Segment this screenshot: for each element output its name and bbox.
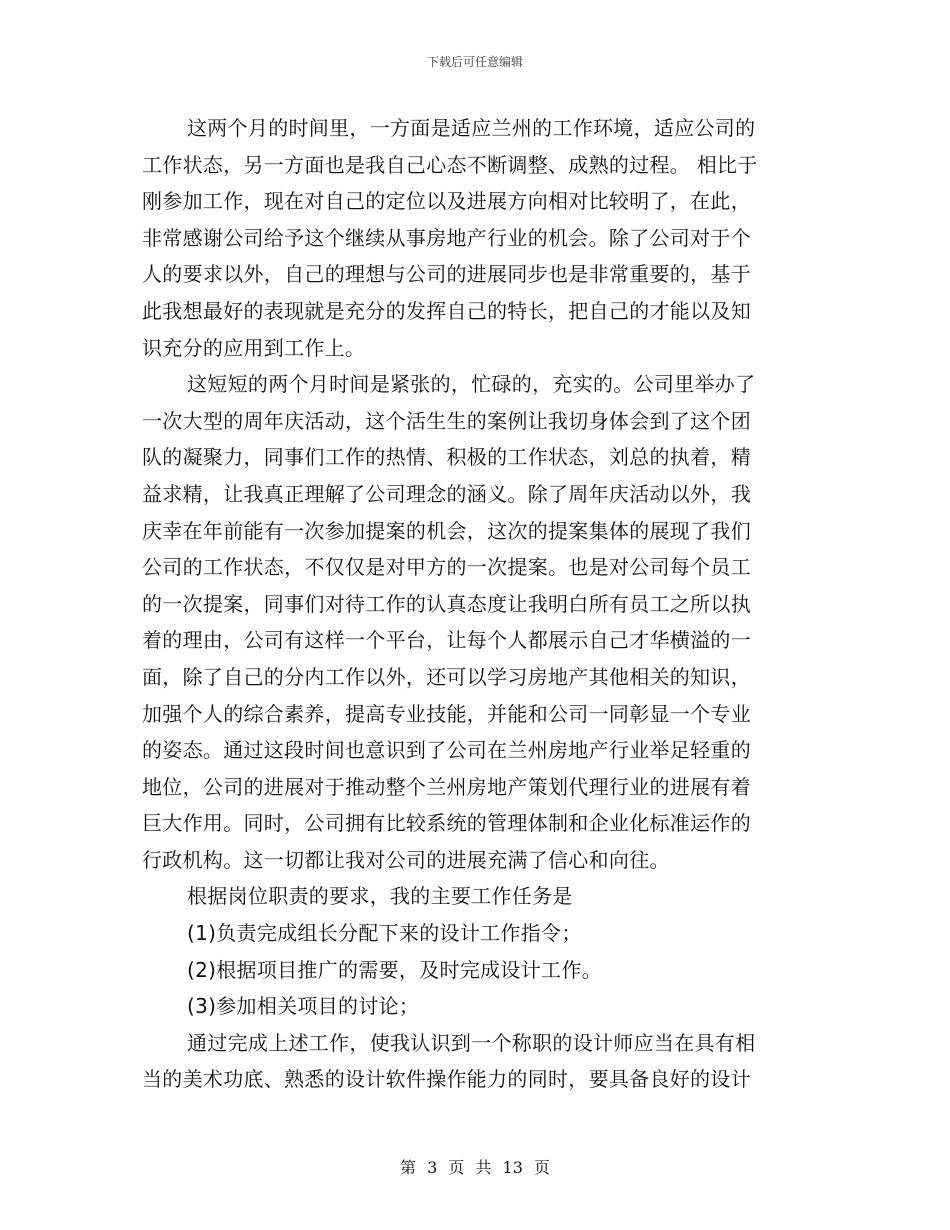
text-line: 非常感谢公司给予这个继续从事房地产行业的机会。除了公司对于个 bbox=[142, 225, 751, 250]
text-line: 公司的工作状态，不仅仅是对甲方的一次提案。也是对公司每个员工 bbox=[142, 555, 751, 580]
text-line: 根据岗位职责的要求，我的主要工作任务是 bbox=[187, 884, 573, 909]
list-item: (2)根据项目推广的需要，及时完成设计工作。 bbox=[187, 957, 602, 982]
text-line: 益求精，让我真正理解了公司理念的涵义。除了周年庆活动以外，我 bbox=[142, 481, 751, 506]
text-line: 地位，公司的进展对于推动整个兰州房地产策划代理行业的进展有着 bbox=[142, 774, 751, 799]
text-line: 工作状态，另一方面也是我自己心态不断调整、成熟的过程。 相比于 bbox=[142, 152, 758, 177]
text-line: 这两个月的时间里，一方面是适应兰州的工作环境，适应公司的 bbox=[187, 116, 756, 140]
text-line: 识充分的应用到工作上。 bbox=[142, 335, 366, 360]
text-line: 着的理由，公司有这样一个平台，让每个人都展示自己才华横溢的一 bbox=[142, 628, 751, 653]
text-line: 队的凝聚力，同事们工作的热情、积极的工作状态，刘总的执着，精 bbox=[142, 445, 751, 470]
text-line: 人的要求以外，自己的理想与公司的进展同步也是非常重要的，基于 bbox=[142, 262, 751, 287]
list-item: (3)参加相关项目的讨论； bbox=[187, 994, 420, 1019]
text-line: 的一次提案，同事们对待工作的认真态度让我明白所有员工之所以执 bbox=[142, 591, 751, 616]
text-line: 这短短的两个月时间是紧张的，忙碌的，充实的。公司里举办了 bbox=[187, 372, 756, 397]
text-line: 一次大型的周年庆活动，这个活生生的案例让我切身体会到了这个团 bbox=[142, 408, 751, 433]
text-line: 当的美术功底、熟悉的设计软件操作能力的同时，要具备良好的设计 bbox=[142, 1067, 751, 1092]
list-item: (1)负责完成组长分配下来的设计工作指令； bbox=[187, 921, 582, 946]
page-footer: 第 3 页 共 13 页 bbox=[400, 1158, 550, 1177]
text-line: 此我想最好的表现就是充分的发挥自己的特长，把自己的才能以及知 bbox=[142, 298, 751, 323]
text-line: 庆幸在年前能有一次参加提案的机会，这次的提案集体的展现了我们 bbox=[142, 518, 751, 543]
text-line: 刚参加工作，现在对自己的定位以及进展方向相对比较明了，在此， bbox=[142, 189, 751, 214]
text-line: 加强个人的综合素养，提高专业技能，并能和公司一同彰显一个专业 bbox=[142, 701, 751, 726]
document-body bbox=[142, 110, 808, 1098]
page-header: 下载后可任意编辑 bbox=[426, 55, 523, 69]
text-line: 面，除了自己的分内工作以外，还可以学习房地产其他相关的知识， bbox=[142, 664, 751, 689]
text-line: 的姿态。通过这段时间也意识到了公司在兰州房地产行业举足轻重的 bbox=[142, 738, 751, 763]
text-line: 通过完成上述工作，使我认识到一个称职的设计师应当在具有相 bbox=[187, 1030, 756, 1055]
text-line: 行政机构。这一切都让我对公司的进展充满了信心和向往。 bbox=[142, 847, 670, 872]
text-line: 巨大作用。同时，公司拥有比较系统的管理体制和企业化标准运作的 bbox=[142, 811, 751, 836]
